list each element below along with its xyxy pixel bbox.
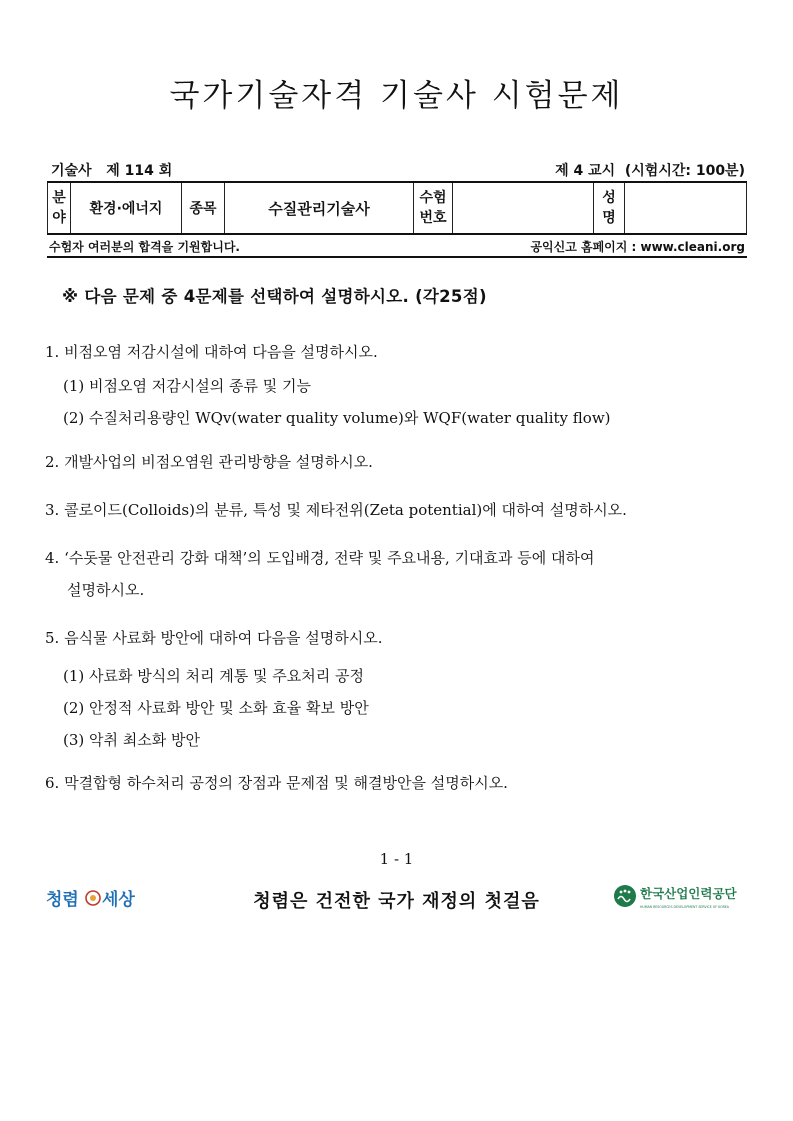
- question-4-continued: 설명하시오.: [67, 581, 145, 599]
- exam-session: 제 4 교시 (시험시간: 100분): [555, 163, 745, 179]
- field-label-cell: [48, 182, 71, 234]
- hrdk-logo: [613, 883, 743, 913]
- question-6: 6. 막결합형 하수처리 공정의 장점과 문제점 및 해결방안을 설명하시오.: [45, 774, 508, 792]
- page-number: 1 - 1: [379, 850, 414, 868]
- question-5-sub-1: (1) 사료화 방식의 처리 계통 및 주요처리 공정: [63, 667, 364, 685]
- question-5-sub-2: (2) 안정적 사료화 방안 및 소화 효율 확보 방안: [63, 699, 369, 717]
- item-value: 수질관리기술사: [225, 182, 414, 234]
- question-2: 2. 개발사업의 비점오염원 관리방향을 설명하시오.: [45, 453, 373, 471]
- question-3: 3. 콜로이드(Colloids)의 분류, 특성 및 제타전위(Zeta potential)에 대하여 설명하시오.: [45, 501, 627, 519]
- question-5: 5. 음식물 사료화 방안에 대하여 다음을 설명하시오.: [45, 629, 383, 647]
- svg-text:청렴: 청렴: [46, 890, 79, 910]
- footnote-wish: 수험자 여러분의 합격을 기원합니다.: [49, 240, 240, 254]
- exam-info-row: [47, 160, 747, 180]
- svg-text:세상: 세상: [102, 890, 135, 910]
- name-label-cell: [594, 182, 625, 234]
- field-value: 환경·에너지: [71, 182, 182, 234]
- number-value-field[interactable]: [453, 182, 594, 234]
- question-5-sub-3: (3) 악취 최소화 방안: [63, 731, 200, 749]
- instruction: ※ 다음 문제 중 4문제를 선택하여 설명하시오. (각25점): [62, 287, 487, 306]
- svg-text:한국산업인력공단: 한국산업인력공단: [640, 886, 737, 901]
- footnote-row: [47, 238, 747, 258]
- page-title: 국가기술자격 기술사 시험문제: [169, 78, 624, 114]
- number-label: 수험번호: [419, 190, 447, 226]
- integrity-slogan: 청렴은 건전한 국가 재정의 첫걸음: [253, 891, 540, 912]
- question-1-sub-1: (1) 비점오염 저감시설의 종류 및 기능: [63, 377, 311, 395]
- exam-round: 기술사 제 114 회: [51, 163, 173, 179]
- number-label-cell: [414, 182, 453, 234]
- name-label: 성명: [602, 190, 616, 226]
- item-label: 종목: [182, 182, 225, 234]
- candidate-info-table: [47, 181, 747, 235]
- footnote-report-site: 공익신고 홈페이지 : www.cleani.org: [530, 240, 745, 254]
- question-1-sub-2: (2) 수질처리용량인 WQv(water quality volume)와 WQF(water quality flow): [63, 409, 611, 427]
- svg-text:HUMAN RESOURCES DEVELOPMENT SE: HUMAN RESOURCES DEVELOPMENT SERVICE OF KOREA: [640, 905, 729, 909]
- question-1: 1. 비점오염 저감시설에 대하여 다음을 설명하시오.: [45, 343, 378, 361]
- question-4: 4. ‘수돗물 안전관리 강화 대책’의 도입배경, 전략 및 주요내용, 기대효과 등에 대하여: [45, 549, 595, 567]
- name-value-field[interactable]: [625, 182, 747, 234]
- field-label: 분야: [52, 190, 66, 226]
